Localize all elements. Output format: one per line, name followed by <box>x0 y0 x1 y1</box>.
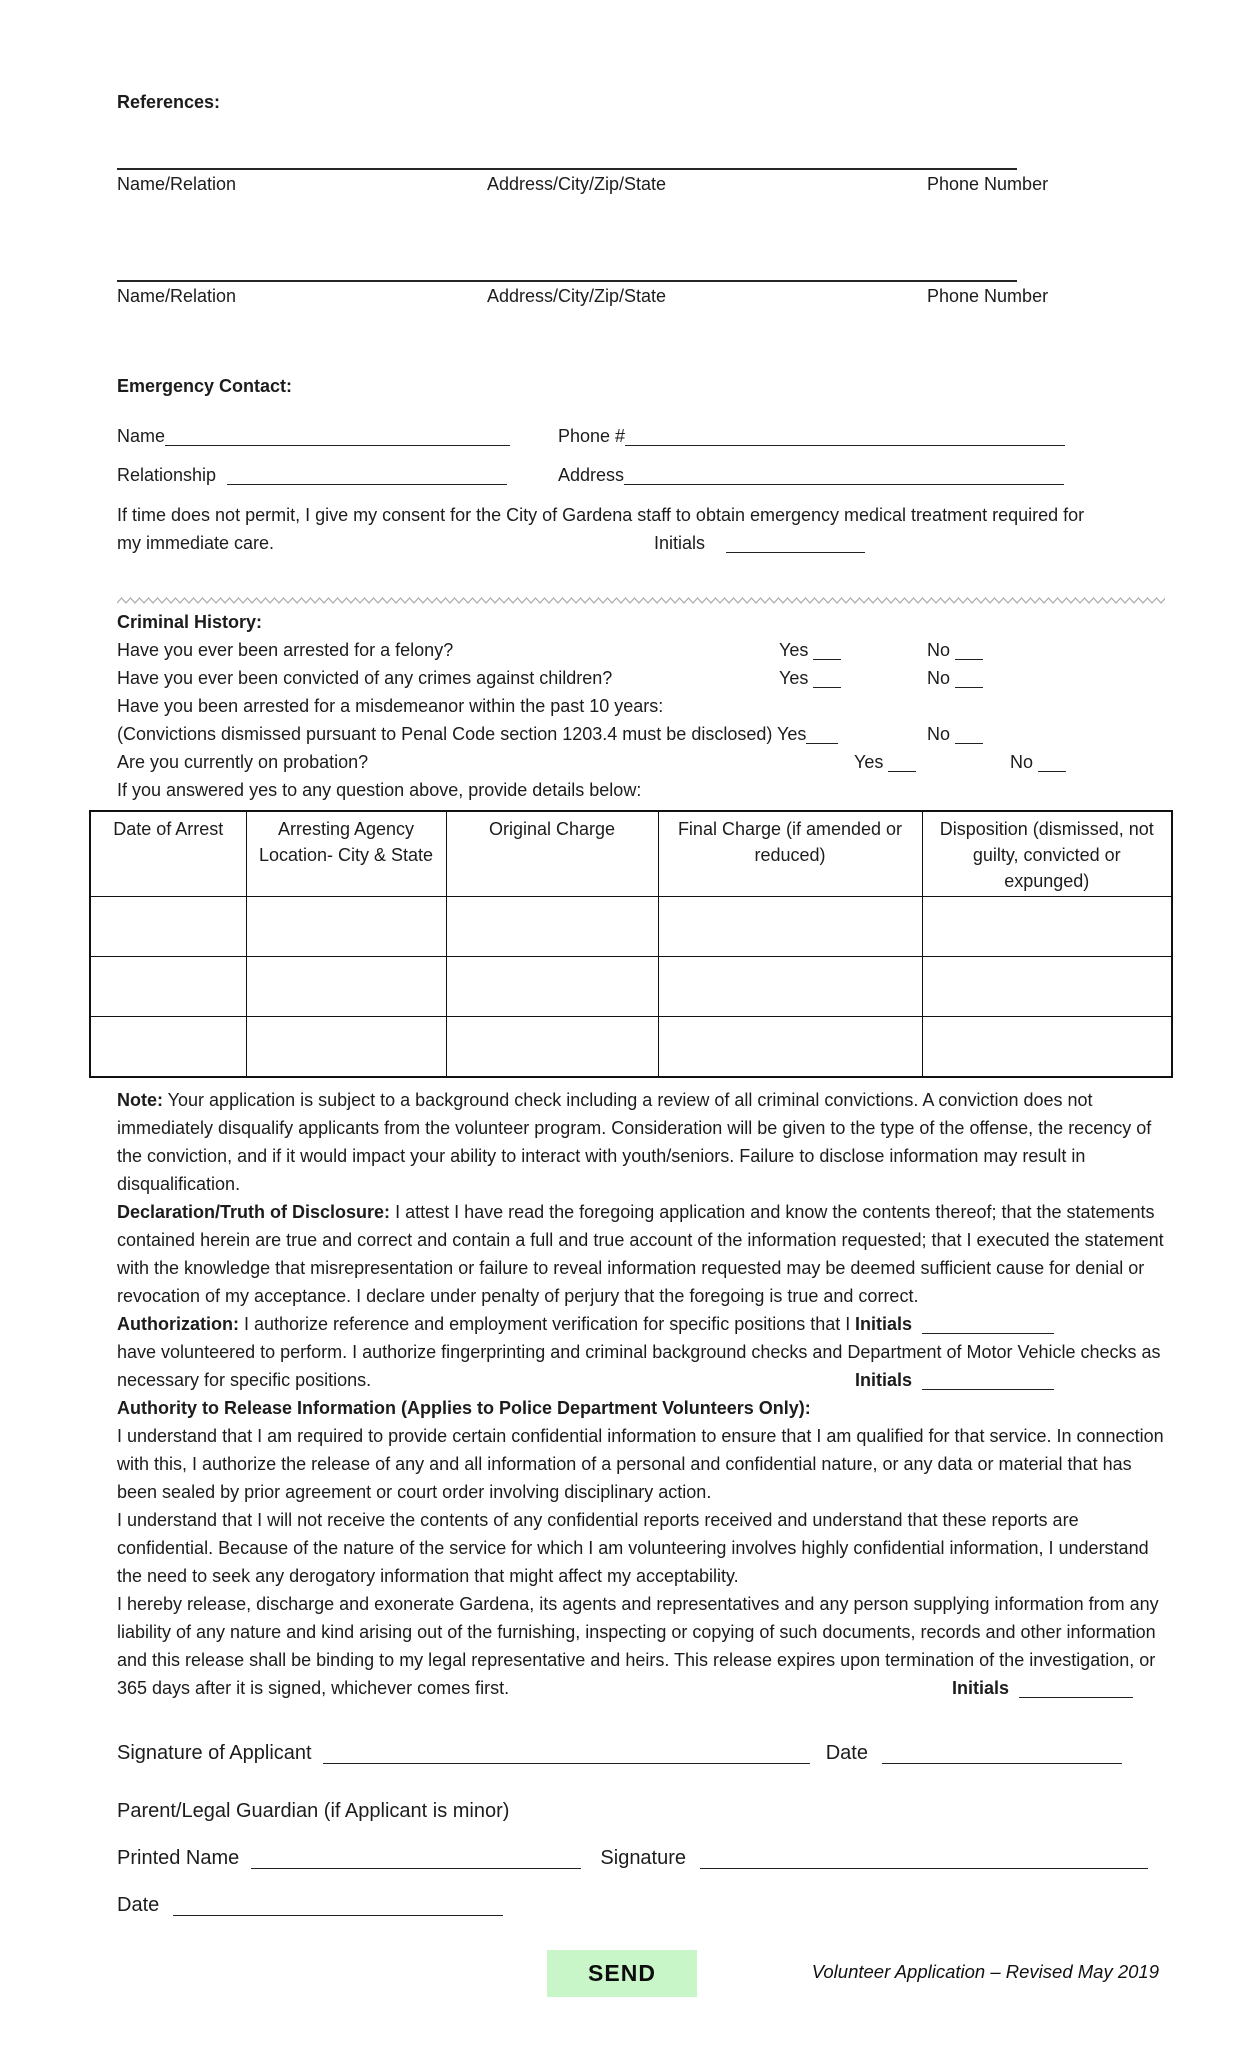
emergency-initials-label: Initials <box>654 533 706 553</box>
arrest-table-cell[interactable] <box>658 1017 922 1077</box>
arrest-table-cell[interactable] <box>246 1017 446 1077</box>
col-disposition: Disposition (dismissed, not guilty, convicted or expunged) <box>922 811 1172 897</box>
no-label: No <box>927 640 951 660</box>
felony-no-blank[interactable] <box>955 642 983 660</box>
yes-label: Yes <box>779 668 809 688</box>
name-relation-label: Name/Relation <box>117 286 237 306</box>
applicant-signature-label: Signature of Applicant <box>117 1741 312 1764</box>
printed-name-label: Printed Name <box>117 1846 240 1869</box>
guardian-date-label: Date <box>117 1893 160 1916</box>
probation-no-blank[interactable] <box>1038 754 1066 772</box>
send-button[interactable]: SEND <box>547 1950 697 1997</box>
phone-number-label: Phone Number <box>927 286 1049 306</box>
authority-paragraph-2: I understand that I will not receive the contents of any confidential reports received and understand that these reports are confidential. Because of the nature of the service for which I am volunteering involves highly confidential information, I understand the need to seek any derogatory information that might affect my acceptability. <box>117 1509 1149 1586</box>
question-felony-text: Have you ever been arrested for a felony? <box>117 640 454 660</box>
address-city-zip-state-label: Address/City/Zip/State <box>487 286 667 306</box>
felony-yes-blank[interactable] <box>813 642 841 660</box>
arrest-table-cell[interactable] <box>90 897 246 957</box>
applicant-signature-row <box>117 1738 1165 1768</box>
release-initials-label: Initials <box>951 1677 1009 1698</box>
children-no-blank[interactable] <box>955 670 983 688</box>
note-lead: Note: <box>117 1089 163 1110</box>
note-text: Your application is subject to a background check including a review of all criminal convictions. A conviction does not immediately disqualify applicants from the volunteer program. Consideration will be given to the type of the offense, the recency of the conviction, and if it would impact your ability to interact with youth/seniors. Failure to disclose information may result in disqualification. <box>117 1089 1152 1194</box>
children-yes-blank[interactable] <box>813 670 841 688</box>
arrest-table-cell[interactable] <box>446 957 658 1017</box>
no-label: No <box>927 668 951 688</box>
declaration-initials-blank[interactable] <box>922 1316 1054 1334</box>
question-misdemeanor-row <box>117 692 1165 720</box>
question-misdemeanor-text: Have you been arrested for a misdemeanor within the past 10 years: <box>117 696 664 716</box>
authority-paragraph-3 <box>117 1590 1165 1702</box>
question-misdemeanor-note-row <box>117 720 1165 748</box>
emergency-name-phone-row <box>117 422 1165 452</box>
arrest-table-cell[interactable] <box>922 957 1172 1017</box>
arrest-table <box>89 810 1173 1078</box>
authorization-initials-label: Initials <box>854 1369 912 1390</box>
address-city-zip-state-label: Address/City/Zip/State <box>487 174 667 194</box>
note-paragraph <box>117 1086 1165 1198</box>
emergency-consent-text: If time does not permit, I give my consent for the City of Gardena staff to obtain emergency medical treatment required for <box>117 505 1085 525</box>
emergency-phone-label: Phone # <box>558 426 626 446</box>
name-relation-label: Name/Relation <box>117 174 237 194</box>
authorization-text: I authorize reference and employment verification for specific positions that I have volunteered to perform. I authorize fingerprinting and criminal background checks and Department of Motor Vehicle checks as necessary for specific positions. <box>117 1313 1161 1390</box>
arrest-table-cell[interactable] <box>922 897 1172 957</box>
criminal-history-heading: Criminal History: <box>117 612 263 632</box>
reference-row-labels <box>117 170 1165 198</box>
authority-paragraph-3-text: I hereby release, discharge and exonerate Gardena, its agents and representatives and any person supplying information from any liability of any nature and kind arising out of the furnishing, inspecting or copying of such documents, records and other information and this release shall be binding to my legal representative and heirs. This release expires upon termination of the investigation, or 365 days after it is signed, whichever comes first. <box>117 1593 1159 1698</box>
footer-revision-note: Volunteer Application – Revised May 2019 <box>811 1961 1159 1982</box>
applicant-date-label: Date <box>825 1741 868 1764</box>
misdemeanor-no-blank[interactable] <box>955 726 983 744</box>
guardian-printed-name-row <box>117 1843 1165 1873</box>
references-heading: References: <box>117 92 221 112</box>
authority-paragraph-1: I understand that I am required to provide certain confidential information to ensure that I am qualified for that service. In connection with this, I authorize the release of any and all information of a personal and confidential nature, or any data or material that has been sealed by prior agreement or court order involving disciplinary action. <box>117 1425 1164 1502</box>
emergency-address-label: Address <box>558 465 625 485</box>
arrest-table-cell[interactable] <box>658 957 922 1017</box>
arrest-table-cell[interactable] <box>658 897 922 957</box>
misdemeanor-yes-blank[interactable] <box>806 726 838 744</box>
yes-label: Yes <box>777 724 807 744</box>
arrest-table-cell[interactable] <box>446 897 658 957</box>
arrest-table-header-row <box>90 811 1172 897</box>
col-original-charge: Original Charge <box>446 811 658 897</box>
probation-yes-blank[interactable] <box>888 754 916 772</box>
reference-row-labels <box>117 282 1165 310</box>
col-date-of-arrest: Date of Arrest <box>90 811 246 897</box>
arrest-table-row <box>90 1017 1172 1077</box>
arrest-table-cell[interactable] <box>90 1017 246 1077</box>
col-final-charge: Final Charge (if amended or reduced) <box>658 811 922 897</box>
guardian-signature-label: Signature <box>600 1846 687 1869</box>
guardian-date-row <box>117 1890 1165 1920</box>
authorization-initials-blank[interactable] <box>922 1372 1054 1390</box>
section-divider-zigzag <box>117 585 1165 595</box>
question-felony-row <box>117 636 1165 664</box>
question-children-row <box>117 664 1165 692</box>
applicant-date-blank[interactable] <box>882 1744 1122 1764</box>
question-misdemeanor-note-text: (Convictions dismissed pursuant to Penal Code section 1203.4 must be disclosed) <box>117 724 773 744</box>
parent-guardian-note: Parent/Legal Guardian (if Applicant is minor) <box>117 1799 510 1822</box>
emergency-name-label: Name <box>117 426 166 446</box>
authorization-lead: Authorization: <box>117 1313 239 1334</box>
no-label: No <box>1010 752 1034 772</box>
printed-name-blank[interactable] <box>251 1849 581 1869</box>
zigzag-icon <box>117 595 1165 605</box>
arrest-table-cell[interactable] <box>446 1017 658 1077</box>
emergency-relationship-label: Relationship <box>117 465 217 485</box>
declaration-text: I attest I have read the foregoing application and know the contents thereof; that the statements contained herein are true and correct and contain a full and true account of the information requested; that I executed the statement with the knowledge that misrepresentation or failure to reveal information requested may be deemed sufficient cause for denial or revocation of my acceptance. I declare under penalty of perjury that the foregoing is true and correct. <box>117 1201 1164 1306</box>
guardian-signature-blank[interactable] <box>700 1849 1148 1869</box>
arrest-table-cell[interactable] <box>922 1017 1172 1077</box>
details-prompt: If you answered yes to any question above, provide details below: <box>117 780 642 800</box>
question-children-text: Have you ever been convicted of any crimes against children? <box>117 668 613 688</box>
release-initials-blank[interactable] <box>1019 1680 1133 1698</box>
arrest-table-cell[interactable] <box>90 957 246 1017</box>
emergency-relationship-address-row <box>117 461 1165 491</box>
arrest-table-row <box>90 897 1172 957</box>
emergency-consent-row <box>117 529 1165 559</box>
yes-label: Yes <box>854 752 884 772</box>
declaration-lead: Declaration/Truth of Disclosure: <box>117 1201 391 1222</box>
question-probation-row <box>117 748 1165 776</box>
question-probation-text: Are you currently on probation? <box>117 752 369 772</box>
arrest-table-cell[interactable] <box>246 957 446 1017</box>
declaration-initials-label: Initials <box>854 1313 912 1334</box>
emergency-consent-text-2: my immediate care. <box>117 533 275 553</box>
arrest-table-cell[interactable] <box>246 897 446 957</box>
arrest-table-row <box>90 957 1172 1017</box>
no-label: No <box>927 724 951 744</box>
emergency-address-blank[interactable] <box>624 467 1064 485</box>
guardian-date-blank[interactable] <box>173 1896 503 1916</box>
emergency-contact-heading: Emergency Contact: <box>117 376 293 396</box>
phone-number-label: Phone Number <box>927 174 1049 194</box>
col-arresting-agency: Arresting Agency Location- City & State <box>246 811 446 897</box>
emergency-initials-blank[interactable] <box>726 535 865 553</box>
emergency-name-blank[interactable] <box>165 428 510 446</box>
emergency-relationship-blank[interactable] <box>227 467 507 485</box>
yes-label: Yes <box>779 640 809 660</box>
applicant-signature-blank[interactable] <box>323 1744 810 1764</box>
authority-release-heading: Authority to Release Information (Applies to Police Department Volunteers Only): <box>117 1397 811 1418</box>
emergency-phone-blank[interactable] <box>625 428 1065 446</box>
